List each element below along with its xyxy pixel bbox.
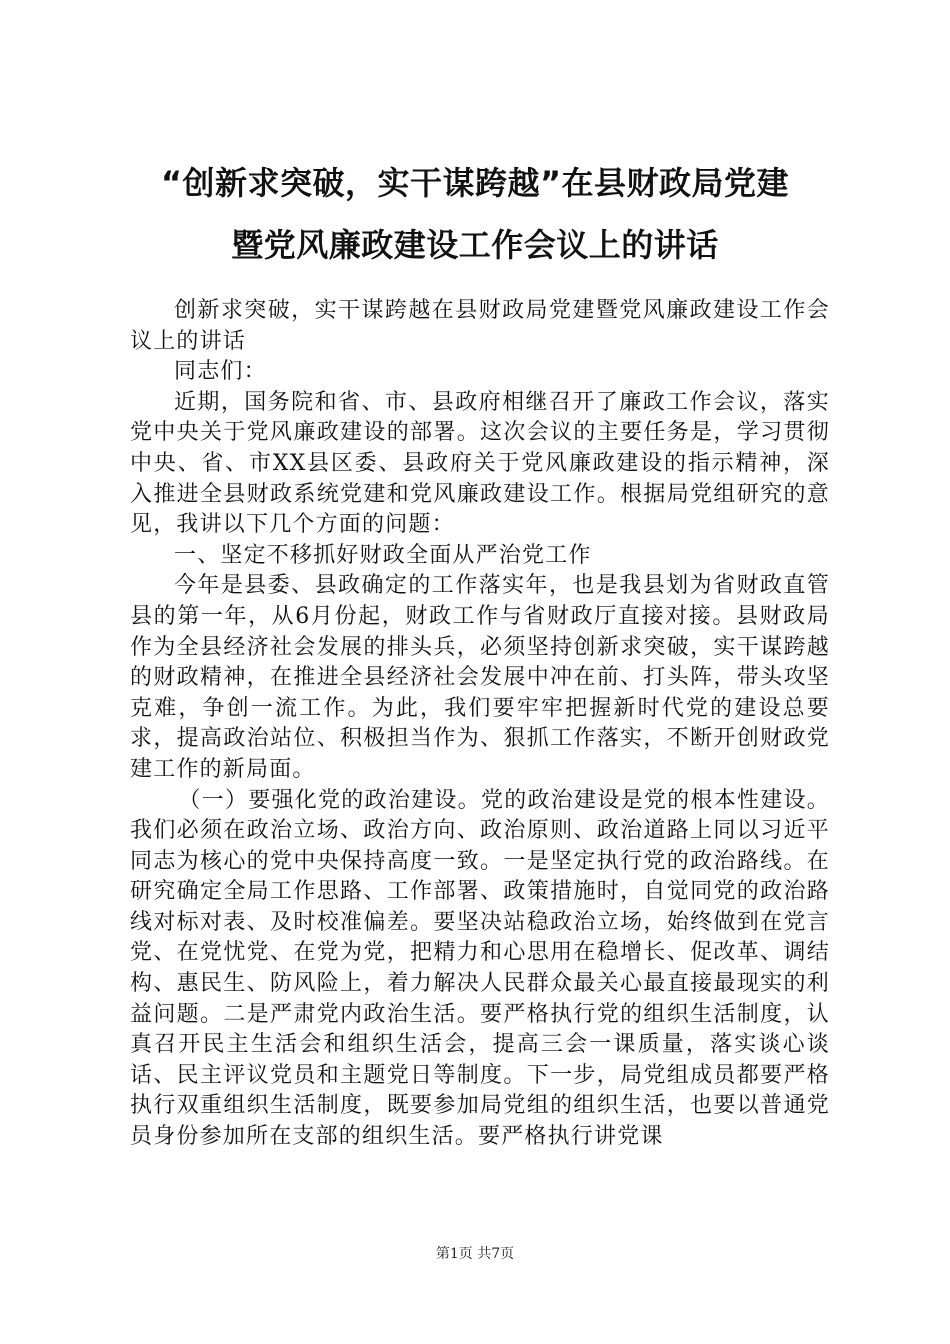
body-paragraph-subsection-1: （一）要强化党的政治建设。党的政治建设是党的根本性建设。我们必须在政治立场、政治方向、政治原则、政治道路上同以习近平同志为核心的党中央保持高度一致。一是坚定执行党的政治路线。在研究确定全局工作思路、工作部署、政策措施时，自觉同党的政治路线对标对表、及时校准偏差。要坚决站稳政治立场，始终做到在党言党、在党忧党、在党为党，把精力和心思用在稳增长、促改革、调结构、惠民生、防风险上，着力解决人民群众最关心最直接最现实的利益问题。二是严肃党内政治生活。要严格执行党的组织生活制度，认真召开民主生活会和组织生活会，提高三会一课质量，落实谈心谈话、民主评议党员和主题党日等制度。下一步，局党组成员都要严格执行双重组织生活制度，既要参加局党组的组织生活，也要以普通党员身份参加所在支部的组织生活。要严格执行讲党课 — [130, 787, 830, 1150]
body-paragraph-salutation: 同志们： — [174, 359, 267, 385]
body-paragraph-subtitle: 创新求突破，实干谋跨越在县财政局党建暨党风廉政建设工作会议上的讲话 — [130, 298, 830, 354]
document-title-line-1: “创新求突破，实干谋跨越”在县财政局党建 — [160, 164, 790, 202]
document-body — [130, 296, 830, 1153]
body-paragraph-section-1: 今年是县委、县政确定的工作落实年，也是我县划为省财政直管县的第一年，从6月份起，财政工作与省财政厅直接对接。县财政局作为全县经济社会发展的排头兵，必须坚持创新求突破，实干谋跨越的财政精神，在推进全县经济社会发展中冲在前、打头阵，带头攻坚克难，争创一流工作。为此，我们要牢牢把握新时代党的建设总要求，提高政治站位、积极担当作为、狠抓工作落实，不断开创财政党建工作的新局面。 — [130, 573, 830, 782]
page-footer: 第1页 共7页 — [435, 1246, 515, 1262]
section-heading-1: 一、坚定不移抓好财政全面从严治党工作 — [174, 542, 592, 568]
document-title-line-2: 暨党风廉政建设工作会议上的讲话 — [231, 226, 719, 264]
body-paragraph-intro: 近期，国务院和省、市、县政府相继召开了廉政工作会议，落实党中央关于党风廉政建设的部署。这次会议的主要任务是，学习贯彻中央、省、市XX县区委、县政府关于党风廉政建设的指示精神，深入推进全县财政系统党建和党风廉政建设工作。根据局党组研究的意见，我讲以下几个方面的问题： — [130, 389, 830, 538]
